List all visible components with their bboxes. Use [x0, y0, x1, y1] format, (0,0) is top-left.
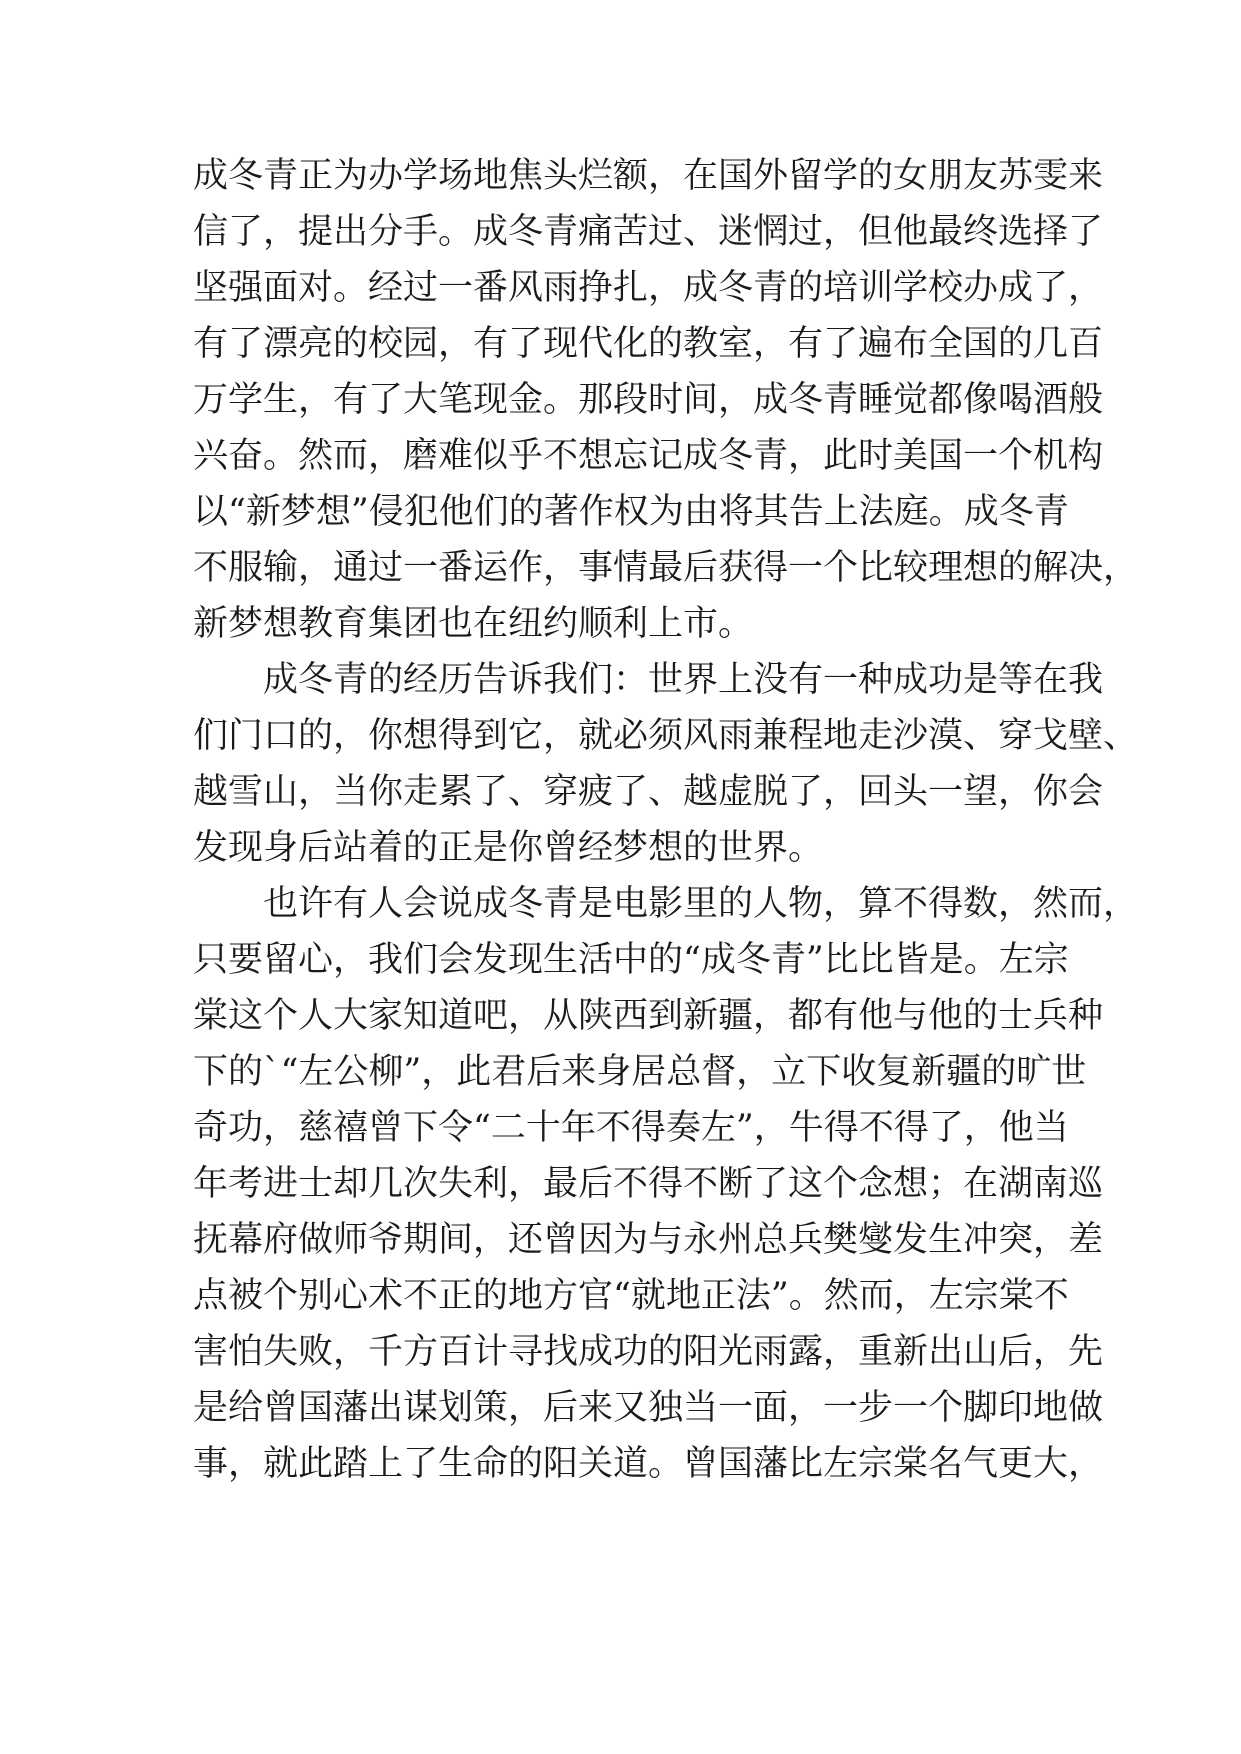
text-line: 只要留心，我们会发现生活中的“成冬青”比比皆是。左宗	[193, 940, 1069, 980]
text-line: 年考进士却几次失利，最后不得不断了这个念想；在湖南巡	[193, 1164, 1104, 1204]
text-line: 奇功，慈禧曾下令“二十年不得奏左”，牛得不得了，他当	[193, 1108, 1069, 1148]
text-line: 有了漂亮的校园，有了现代化的教室，有了遍布全国的几百	[193, 324, 1104, 364]
text-line: 事，就此踏上了生命的阳关道。曾国藩比左宗棠名气更大，	[193, 1444, 1104, 1484]
text-line: 们门口的，你想得到它，就必须风雨兼程地走沙漠、穿戈壁、	[193, 716, 1139, 756]
text-line: 成冬青正为办学场地焦头烂额，在国外留学的女朋友苏雯来	[193, 156, 1104, 196]
text-line: 害怕失败，千方百计寻找成功的阳光雨露，重新出山后，先	[193, 1332, 1104, 1372]
text-line: 兴奋。然而，磨难似乎不想忘记成冬青，此时美国一个机构	[193, 436, 1104, 476]
text-line: 万学生，有了大笔现金。那段时间，成冬青睡觉都像喝酒般	[193, 380, 1104, 420]
text-line: 也许有人会说成冬青是电影里的人物，算不得数，然而，	[263, 884, 1139, 924]
text-line: 不服输，通过一番运作，事情最后获得一个比较理想的解决，	[193, 548, 1139, 588]
text-line: 下的`“左公柳”，此君后来身居总督，立下收复新疆的旷世	[193, 1052, 1087, 1092]
text-line: 信了，提出分手。成冬青痛苦过、迷惘过，但他最终选择了	[193, 212, 1104, 252]
text-line: 发现身后站着的正是你曾经梦想的世界。	[193, 828, 824, 868]
text-line: 成冬青的经历告诉我们：世界上没有一种成功是等在我	[263, 660, 1104, 700]
text-line: 越雪山，当你走累了、穿疲了、越虚脱了，回头一望，你会	[193, 772, 1104, 812]
text-line: 以“新梦想”侵犯他们的著作权为由将其告上法庭。成冬青	[193, 492, 1069, 532]
text-line: 棠这个人大家知道吧，从陕西到新疆，都有他与他的士兵种	[193, 996, 1104, 1036]
text-line: 新梦想教育集团也在纽约顺利上市。	[193, 604, 754, 644]
text-line: 抚幕府做师爷期间，还曾因为与永州总兵樊燮发生冲突，差	[193, 1220, 1104, 1260]
text-line: 点被个别心术不正的地方官“就地正法”。然而，左宗棠不	[193, 1276, 1069, 1316]
text-line: 坚强面对。经过一番风雨挣扎，成冬青的培训学校办成了，	[193, 268, 1104, 308]
text-line: 是给曾国藩出谋划策，后来又独当一面，一步一个脚印地做	[193, 1388, 1104, 1428]
